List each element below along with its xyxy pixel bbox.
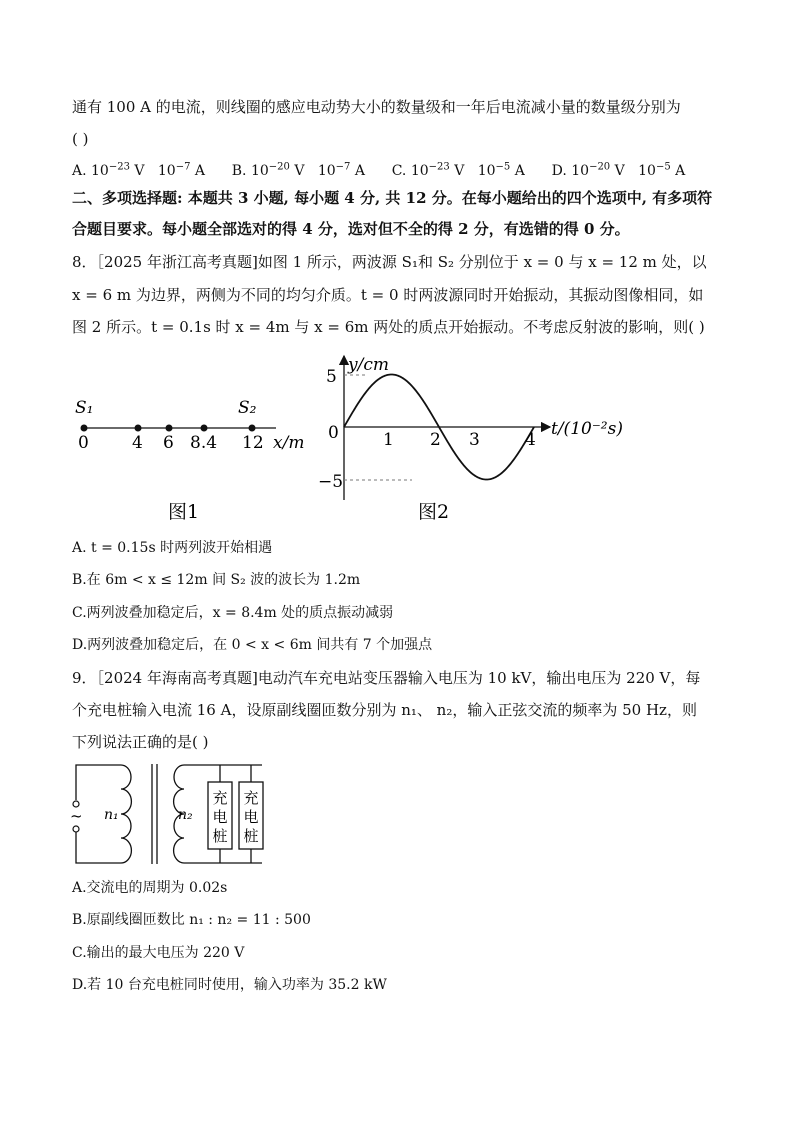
y-tick-5: 5 <box>326 367 337 387</box>
section-heading-line-2: 合题目要求。每小题全部选对的得 4 分，选对但不全的得 2 分，有选错的得 0 分。 <box>72 220 630 238</box>
y-tick-minus-5: −5 <box>318 472 344 492</box>
source-s1-label: S₁ <box>75 398 94 418</box>
point-6 <box>166 425 173 432</box>
q8-option-a[interactable]: A. t = 0.15s 时两列波开始相遇 <box>72 540 273 556</box>
q9-stem-line-3: 下列说法正确的是( ) <box>72 733 209 751</box>
tick-label-4: 4 <box>132 433 143 453</box>
y-axis-label: y/cm <box>348 355 389 375</box>
figure-2-caption: 图2 <box>418 501 450 523</box>
section-heading-line-1: 二、多项选择题: 本题共 3 小题, 每小题 4 分, 共 12 分。在每小题给出的四个选项中, 有多项符 <box>72 189 713 207</box>
tick-label-6: 6 <box>163 433 174 453</box>
q8-stem-line-1: 8．［2025 年浙江高考真题]如图 1 所示，两波源 S₁和 S₂ 分别位于 x = 0 与 x = 12 m 处，以 <box>72 253 707 271</box>
t-tick-2: 2 <box>430 430 441 450</box>
q7-option-a[interactable]: A. $10^{-23}$ V $10^{-7}$ A <box>72 161 206 179</box>
q7-option-c[interactable]: C. $10^{-23}$ V $10^{-5}$ A <box>391 161 525 179</box>
charging-pile-2-label: 充电桩 <box>243 789 259 845</box>
primary-coil <box>121 765 131 863</box>
primary-top-wire <box>76 765 121 800</box>
primary-turns-label: n₁ <box>104 807 119 823</box>
q9-option-c[interactable]: C.输出的最大电压为 220 V <box>72 945 245 961</box>
point-0 <box>81 425 88 432</box>
q8-stem-line-3: 图 2 所示。t = 0.1s 时 x = 4m 与 x = 6m 两处的质点开始振动。不考虑反射波的影响，则( ) <box>72 318 705 336</box>
t-axis-label: t/(10⁻²s) <box>551 419 623 439</box>
tick-label-12: 12 <box>242 433 264 453</box>
terminal-bottom <box>73 826 79 832</box>
q7-option-d[interactable]: D. $10^{-20}$ V $10^{-5}$ A <box>551 161 686 179</box>
q8-option-d[interactable]: D.两列波叠加稳定后，在 0 < x < 6m 间共有 7 个加强点 <box>72 637 433 653</box>
q8-figure-1 <box>68 395 318 530</box>
q9-stem-line-1: 9．［2024 年海南高考真题]电动汽车充电站变压器输入电压为 10 kV，输出电压为 220 V，每 <box>72 669 701 687</box>
tick-label-8-4: 8.4 <box>190 433 218 453</box>
y-tick-0: 0 <box>328 423 339 443</box>
q7-answer-paren: ( ) <box>72 130 89 148</box>
q7-option-b[interactable]: B. $10^{-20}$ V $10^{-7}$ A <box>231 161 365 179</box>
x-axis-label: x/m <box>273 433 305 453</box>
source-s2-label: S₂ <box>238 398 257 418</box>
q8-stem-line-2: x = 6 m 为边界，两侧为不同的均匀介质。t = 0 时两波源同时开始振动，其振动图像相同，如 <box>72 286 704 304</box>
charging-pile-1-label: 充电桩 <box>212 789 228 845</box>
t-tick-3: 3 <box>469 430 480 450</box>
q9-option-d[interactable]: D.若 10 台充电桩同时使用，输入功率为 35.2 kW <box>72 977 387 993</box>
transformer-circuit-diagram <box>66 760 276 868</box>
q9-option-b[interactable]: B.原副线圈匝数比 n₁ : n₂ = 11 : 500 <box>72 912 311 928</box>
t-tick-1: 1 <box>383 430 394 450</box>
ac-source-symbol: ~ <box>70 807 83 825</box>
q8-figure-2 <box>318 350 638 530</box>
q9-stem-line-2: 个充电桩输入电流 16 A，设原副线圈匝数分别为 n₁、 n₂，输入正弦交流的频率为 50 Hz，则 <box>72 701 697 719</box>
primary-bottom-wire <box>76 826 121 863</box>
t-tick-4: 4 <box>525 430 536 450</box>
q7-stem-line: 通有 100 A 的电流，则线圈的感应电动势大小的数量级和一年后电流减小量的数量级分别为 <box>72 98 681 116</box>
q8-option-b[interactable]: B.在 6m < x ≤ 12m 间 S₂ 波的波长为 1.2m <box>72 572 361 588</box>
tick-label-0: 0 <box>78 433 89 453</box>
q7-options <box>72 157 685 181</box>
point-12 <box>249 425 256 432</box>
q8-option-c[interactable]: C.两列波叠加稳定后，x = 8.4m 处的质点振动减弱 <box>72 605 394 621</box>
figure-1-caption: 图1 <box>168 501 200 523</box>
point-4 <box>135 425 142 432</box>
secondary-turns-label: n₂ <box>178 807 193 823</box>
point-8-4 <box>201 425 208 432</box>
q9-option-a[interactable]: A.交流电的周期为 0.02s <box>72 880 228 896</box>
